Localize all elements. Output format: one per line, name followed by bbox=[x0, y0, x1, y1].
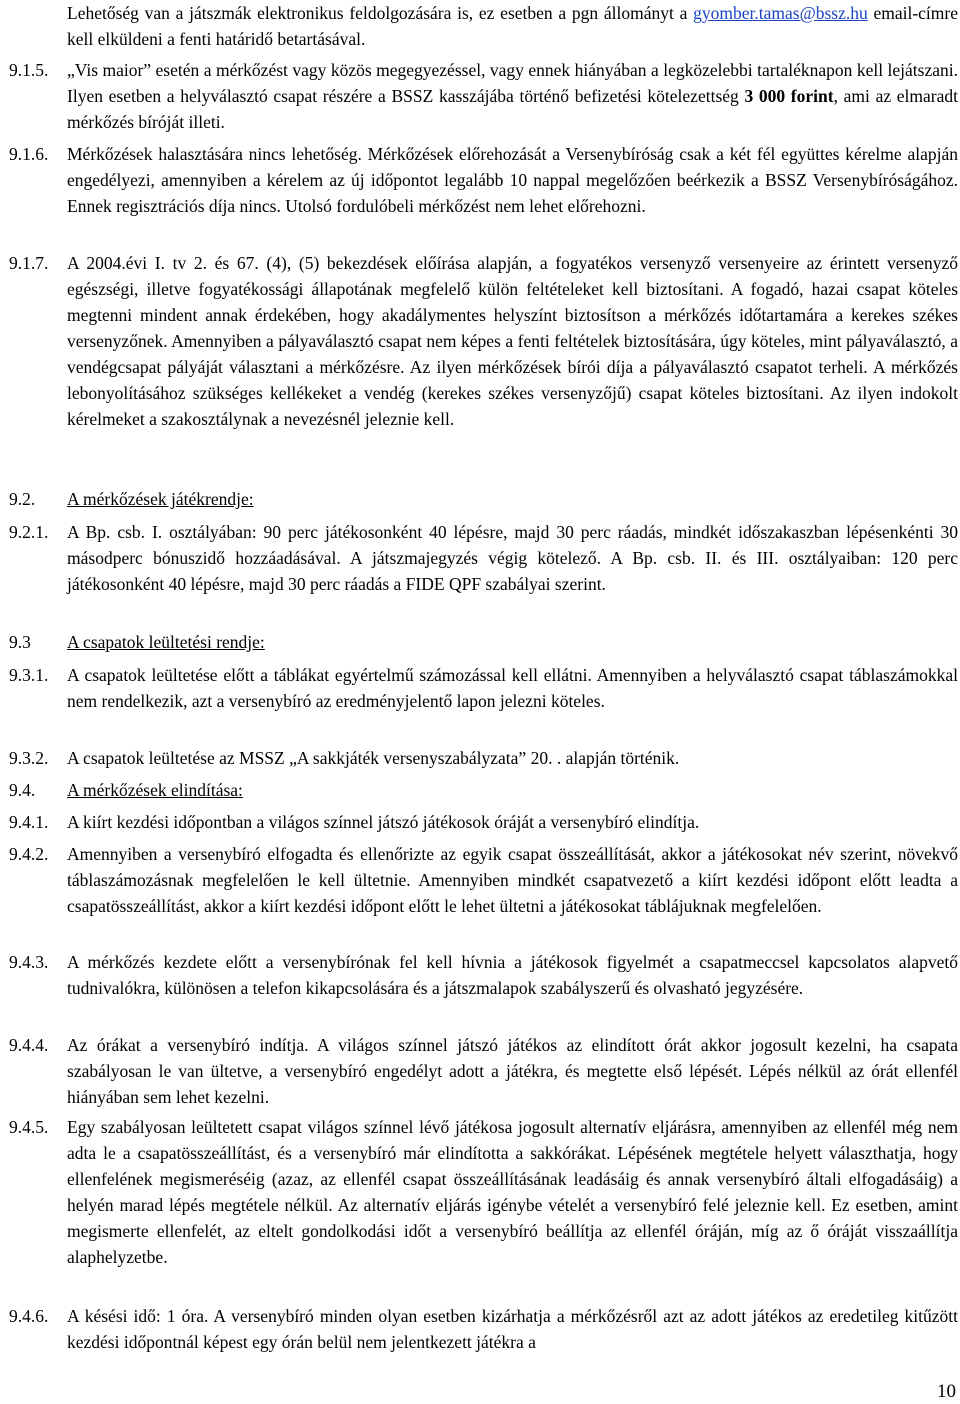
intro-text-end: email-címre kell elküldeni a fenti határidő betartásával. bbox=[67, 3, 958, 49]
section-heading: A mérkőzések elindítása: bbox=[67, 780, 243, 800]
section-text: Amennyiben a versenybíró elfogadta és ellenőrizte az egyik csapat összeállítását, akkor a játékosokat név szerint, növekvő táblaszámozásnak megfelelően le kell ültetnie. Amennyiben mindkét csapatvezető a kiírt kezdési időpont előtt leadta a csapatösszeállítást, akkor a kiírt kezdési időpont előtt le lehet ültetni a játékosokat táblájuknak megfelelően. bbox=[67, 844, 958, 916]
section-text: „Vis maior” esetén a mérkőzést vagy közös megegyezéssel, vagy ennek hiányában a legközelebbi tartaléknapon kell lejátszani. Ilyen esetben a helyválasztó csapat részére a BSSZ kasszájába történő befizetési kötelezettség bbox=[67, 60, 958, 106]
section-number: 9.1.5. bbox=[9, 60, 49, 80]
section-number: 9.2.1. bbox=[9, 522, 49, 542]
section-text: A csapatok leültetése az MSSZ „A sakkjáték versenyszabályzata” 20. . alapján történik. bbox=[67, 748, 680, 768]
intro-text: Lehetőség van a játszmák elektronikus feldolgozására is, ez esetben a pgn állományt a bbox=[67, 3, 694, 23]
section-number: 9.4.3. bbox=[9, 952, 49, 972]
section-number: 9.4.2. bbox=[9, 844, 49, 864]
section-number: 9.4.5. bbox=[9, 1117, 49, 1137]
section-number: 9.4.4. bbox=[9, 1035, 49, 1055]
section-text: Egy szabályosan leültetett csapat világos színnel lévő játékosa jogosult alternatív eljárásra, amennyiben az ellenfél még nem adta le a csapatösszeállítást, és a versenybíró már elindította a sakkórákat. Lépésének megtétele helyett választhatja, hogy ellenfelének megismeréséig (azaz, az ellenfél csapat összeállításának leadásáig és annak versenybíró általi elfogadásáig) a helyén marad lépés megtétele nélkül. Az alternatív eljárás igénybe vételét a versenybíró felé jeleznie kell. Ez esetben, amint megismerte ellenfelét, az eltelt gondolkodási időt a versenybíró beállítja az ellenfél óráján, míg az ő óráját visszaállítja alaphelyzetbe. bbox=[67, 1117, 958, 1267]
section-number: 9.1.6. bbox=[9, 144, 49, 164]
section-number: 9.2. bbox=[9, 489, 36, 509]
section-number: 9.4.6. bbox=[9, 1306, 49, 1326]
section-text: A 2004.évi I. tv 2. és 67. (4), (5) bekezdések előírása alapján, a fogyatékos versenyző versenyeire az érintett versenyző egészségi, illetve fogyatékossági állapotának megfelelő külön feltételeket kell biztosítani. A fogadó, hazai csapat köteles megtenni mindent annak érdekében, hogy akadálymentes helyszínt biztosítson a mérkőzés időtartamára a kerekes székes versenyzőnek. Amennyiben a pályaválasztó csapat nem képes a fenti feltételek biztosítására, úgy köteles, mint pályaválasztó, a vendégcsapat pályáját választani a mérkőzésre. Az ilyen mérkőzések bírói díja a pályaválasztó csapatot terheli. A mérkőzés lebonyolításához szükséges kellékeket a vendég (kerekes székes versenyzőjű) csapat köteles biztosítani. Az ilyen indokolt kérelmeket a szakosztálynak a nevezésnél jeleznie kell. bbox=[67, 253, 958, 429]
section-number: 9.4.1. bbox=[9, 812, 49, 832]
email-link[interactable]: gyomber.tamas@bssz.hu bbox=[693, 3, 868, 23]
section-text: A kiírt kezdési időpontban a világos színnel játszó játékosok óráját a versenybíró elindítja. bbox=[67, 812, 700, 832]
section-text-end: , ami az elmaradt mérkőzés bíróját illeti. bbox=[67, 86, 958, 132]
section-text: Az órákat a versenybíró indítja. A világos színnel játszó játékos az elindított órát akkor jogosult kezelni, ha csapata szabályosan le van ültetve, a versenybíró engedélyt adott a játékra, és megtette első lépését. Lépés nélkül az órát ellenfél hiányában sem lehet kezelni. bbox=[67, 1035, 958, 1107]
page-number: 10 bbox=[937, 1381, 956, 1402]
section-number: 9.3.1. bbox=[9, 665, 49, 685]
section-text: Mérkőzések halasztására nincs lehetőség. Mérkőzések előrehozását a Versenybíróság csak a két fél együttes kérelme alapján engedélyezi, amennyiben a kérelem az új időpontot legalább 10 nappal megelőzően beérkezik a BSSZ Versenybíróságához. Ennek regisztrációs díja nincs. Utolsó fordulóbeli mérkőzést nem lehet előrehozni. bbox=[67, 144, 958, 216]
section-text: A mérkőzés kezdete előtt a versenybírónak fel kell hívnia a játékosok figyelmét a csapatmeccsel kapcsolatos alapvető tudnivalókra, különösen a telefon kikapcsolására és a játszmalapok szabályszerű és olvasható jegyzésére. bbox=[67, 952, 958, 998]
section-number: 9.1.7. bbox=[9, 253, 49, 273]
section-number: 9.3 bbox=[9, 632, 31, 652]
section-heading: A csapatok leültetési rendje: bbox=[67, 632, 265, 652]
section-text: A késési idő: 1 óra. A versenybíró minden olyan esetben kizárhatja a mérkőzésről azt az adott játékos az eredetileg kitűzött kezdési időpontnál képest egy órán belül nem jelentkezett játékra a bbox=[67, 1306, 958, 1352]
section-text: A csapatok leültetése előtt a táblákat egyértelmű számozással kell ellátni. Amennyiben a helyválasztó csapat táblaszámokkal nem rendelkezik, azt a versenybíró az eredményjelentő lapon jelezni köteles. bbox=[67, 665, 958, 711]
fee-amount: 3 000 forint bbox=[744, 86, 834, 106]
section-number: 9.4. bbox=[9, 780, 36, 800]
section-heading: A mérkőzések játékrendje: bbox=[67, 489, 254, 509]
section-text: A Bp. csb. I. osztályában: 90 perc játékosonként 40 lépésre, majd 30 perc ráadás, mindkét időszakaszban lépésenkénti 30 másodperc bónuszidő hozzáadásával. A játszmajegyzés végig kötelező. A Bp. csb. II. és III. osztályaiban: 120 perc játékosonként 40 lépésre, majd 30 perc ráadás a FIDE QPF szabályai szerint. bbox=[67, 522, 958, 594]
section-number: 9.3.2. bbox=[9, 748, 49, 768]
